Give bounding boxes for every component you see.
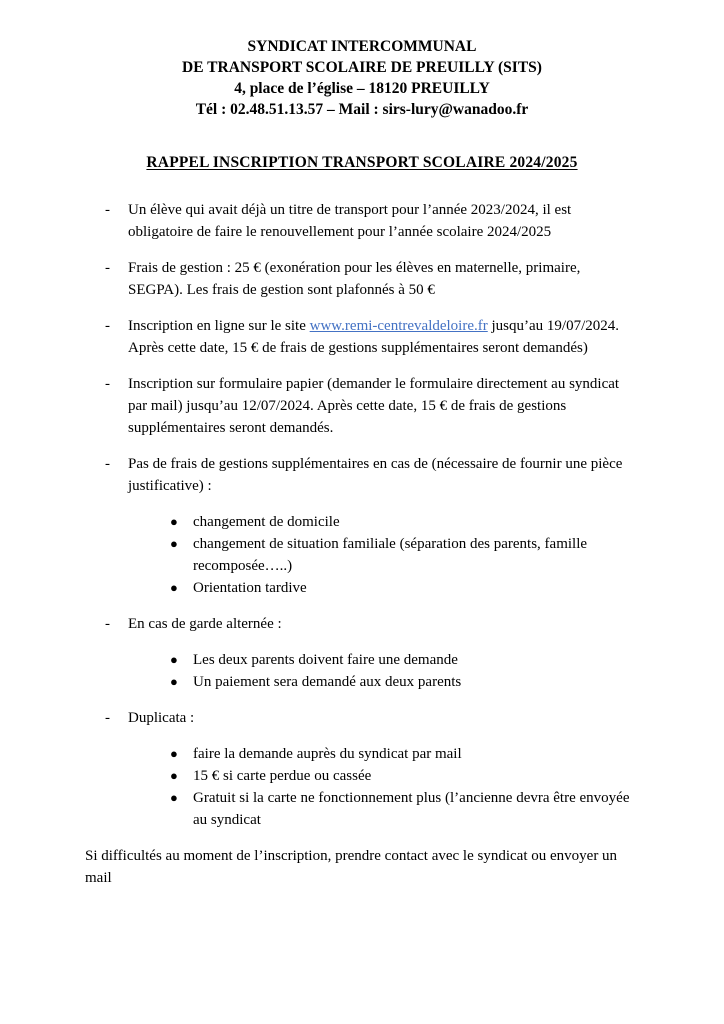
org-contact: Tél : 02.48.51.13.57 – Mail : sirs-lury@wanadoo.fr [195, 101, 529, 118]
bullet-icon: ● [170, 652, 178, 667]
bullet-item-text: Un paiement sera demandé aux deux parents [193, 674, 462, 690]
bullet-item-text: Orientation tardive [193, 580, 307, 596]
footer-note: Si difficultés au moment de l’inscription, prendre contact avec le syndicat ou envoyer un mail [85, 848, 618, 886]
list-item-no-extra-fees [105, 453, 636, 497]
list-item-renewal [105, 199, 636, 243]
online-prefix: Inscription en ligne sur le site [128, 318, 310, 334]
dash-marker: - [105, 260, 110, 276]
bullet-item-text: faire la demande auprès du syndicat par mail [193, 746, 462, 762]
document-title-text: RAPPEL INSCRIPTION TRANSPORT SCOLAIRE 2024/2025 [146, 154, 578, 171]
remi-website-link[interactable]: www.remi-centrevaldeloire.fr [309, 318, 488, 334]
dash-marker: - [105, 318, 110, 334]
no-extra-fees-cases-list [170, 511, 636, 599]
bullet-item [170, 765, 636, 787]
online-suffix: jusqu’au 19/07/2024. Après cette date, 15 € de frais de gestions supplémentaires seront demandés) [128, 318, 619, 356]
dash-marker: - [105, 376, 110, 392]
bullet-item [170, 671, 636, 693]
bullet-item [170, 787, 636, 831]
list-item-text: Pas de frais de gestions supplémentaires en cas de (nécessaire de fournir une pièce justificative) : [128, 456, 623, 494]
bullet-icon: ● [170, 746, 178, 761]
list-item-text: Frais de gestion : 25 € (exonération pour les élèves en maternelle, primaire, SEGPA). Les frais de gestion sont plafonnés à 50 € [128, 260, 581, 298]
bullet-item-text: Les deux parents doivent faire une demande [193, 652, 458, 668]
list-item-text [128, 315, 636, 359]
document-title [0, 152, 724, 173]
bullet-icon: ● [170, 514, 178, 529]
dash-marker: - [105, 456, 110, 472]
bullet-item [170, 511, 636, 533]
list-item-text: Inscription sur formulaire papier (demander le formulaire directement au syndicat par mail) jusqu’au 12/07/2024. Après cette date, 15 € de frais de gestions supplémentaires seront demandés. [128, 376, 620, 436]
duplicate-rules-list [170, 743, 636, 831]
bullet-item-text: changement de domicile [193, 514, 340, 530]
letterhead [0, 36, 724, 120]
dash-marker: - [105, 616, 110, 632]
list-item-fees [105, 257, 636, 301]
bullet-icon: ● [170, 790, 178, 805]
list-item-text: Un élève qui avait déjà un titre de transport pour l’année 2023/2024, il est obligatoire de faire le renouvellement pour l’année scolaire 2024/2025 [128, 202, 572, 240]
list-item-online-registration [105, 315, 636, 359]
bullet-item [170, 533, 636, 577]
bullet-item [170, 743, 636, 765]
org-subname: DE TRANSPORT SCOLAIRE DE PREUILLY (SITS) [182, 59, 542, 76]
bullet-item [170, 649, 636, 671]
dash-marker: - [105, 202, 110, 218]
bullet-icon: ● [170, 536, 178, 551]
shared-custody-rules-list [170, 649, 636, 693]
bullet-icon: ● [170, 674, 178, 689]
bullet-item [170, 577, 636, 599]
bullet-icon: ● [170, 580, 178, 595]
dash-marker: - [105, 710, 110, 726]
list-item-duplicate [105, 707, 636, 729]
list-item-shared-custody [105, 613, 636, 635]
bullet-item-text: changement de situation familiale (séparation des parents, famille recomposée…..) [193, 536, 588, 574]
bullet-icon: ● [170, 768, 178, 783]
bullet-item-text: 15 € si carte perdue ou cassée [193, 768, 372, 784]
bullet-item-text: Gratuit si la carte ne fonctionnement plus (l’ancienne devra être envoyée au syndicat [193, 790, 630, 828]
org-name: SYNDICAT INTERCOMMUNAL [247, 38, 477, 55]
list-item-text: En cas de garde alternée : [128, 616, 282, 632]
list-item-paper-registration [105, 373, 636, 439]
content-list [105, 199, 636, 831]
list-item-text: Duplicata : [128, 710, 195, 726]
org-address: 4, place de l’église – 18120 PREUILLY [234, 80, 490, 97]
